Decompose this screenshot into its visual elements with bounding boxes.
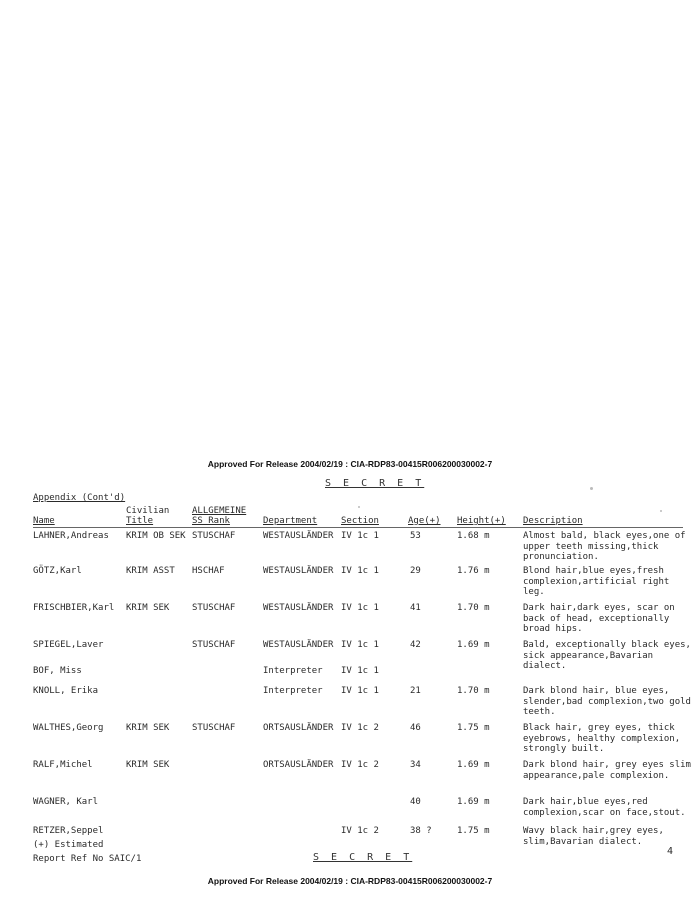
row-name: WAGNER, Karl bbox=[33, 797, 99, 807]
row-rank: STUSCHAF bbox=[192, 640, 236, 650]
row-age: 38 ? bbox=[410, 826, 432, 836]
header-height: Height(+) bbox=[457, 516, 506, 526]
row-name: KNOLL, Erika bbox=[33, 686, 99, 696]
release-banner-top: Approved For Release 2004/02/19 : CIA-RDP83-00415R006200030002-7 bbox=[207, 459, 493, 469]
row-description: Almost bald, black eyes,one of upper teeth missing,thick pronunciation. bbox=[523, 531, 686, 562]
row-title: KRIM ASST bbox=[126, 566, 175, 576]
header-section: Section bbox=[341, 516, 379, 526]
row-title: KRIM SEK bbox=[126, 603, 170, 613]
row-age: 29 bbox=[410, 566, 421, 576]
row-description: Dark hair,blue eyes,red complexion,scar on face,stout. bbox=[523, 797, 686, 818]
row-height: 1.76 m bbox=[457, 566, 490, 576]
row-section: IV 1c 1 bbox=[341, 531, 379, 541]
header-ss-line1: ALLGEMEINE bbox=[192, 506, 247, 516]
row-description: Bald, exceptionally black eyes, sick appearance,Bavarian dialect. bbox=[523, 640, 691, 671]
row-age: 42 bbox=[410, 640, 421, 650]
row-height: 1.70 m bbox=[457, 686, 490, 696]
row-age: 21 bbox=[410, 686, 421, 696]
row-name: WALTHES,Georg bbox=[33, 723, 104, 733]
row-rank: STUSCHAF bbox=[192, 723, 236, 733]
row-section: IV 1c 1 bbox=[341, 666, 379, 676]
row-department: ORTSAUSLÄNDER bbox=[263, 760, 334, 770]
scan-speck bbox=[590, 487, 593, 490]
row-name: LAHNER,Andreas bbox=[33, 531, 109, 541]
header-department: Department bbox=[263, 516, 318, 526]
row-description: Dark blond hair, blue eyes, slender,bad complexion,two gold teeth. bbox=[523, 686, 691, 717]
page-number: 4 bbox=[667, 846, 674, 857]
row-name: GÖTZ,Karl bbox=[33, 566, 82, 576]
row-section: IV 1c 2 bbox=[341, 760, 379, 770]
row-height: 1.69 m bbox=[457, 640, 490, 650]
release-banner-bottom: Approved For Release 2004/02/19 : CIA-RDP83-00415R006200030002-7 bbox=[207, 876, 493, 886]
row-department: WESTAUSLÄNDER bbox=[263, 603, 334, 613]
row-name: RETZER,Seppel bbox=[33, 826, 104, 836]
row-age: 40 bbox=[410, 797, 421, 807]
header-ss-line2: SS Rank bbox=[192, 516, 230, 526]
row-section: IV 1c 1 bbox=[341, 566, 379, 576]
header-age: Age(+) bbox=[408, 516, 441, 526]
row-height: 1.70 m bbox=[457, 603, 490, 613]
header-description: Description bbox=[523, 516, 583, 526]
classification-bottom: S E C R E T bbox=[313, 852, 413, 863]
row-age: 46 bbox=[410, 723, 421, 733]
row-age: 34 bbox=[410, 760, 421, 770]
row-department: ORTSAUSLÄNDER bbox=[263, 723, 334, 733]
appendix-label-text: Appendix (Cont'd) bbox=[33, 493, 126, 503]
row-height: 1.75 m bbox=[457, 826, 490, 836]
classification-top: S E C R E T bbox=[325, 478, 425, 489]
header-civilian-line1: Civilian bbox=[126, 506, 170, 516]
report-reference: Report Ref No SAIC/1 bbox=[33, 854, 142, 864]
row-description: Dark blond hair, grey eyes slim appearance,pale complexion. bbox=[523, 760, 691, 781]
row-department: WESTAUSLÄNDER bbox=[263, 531, 334, 541]
row-department: WESTAUSLÄNDER bbox=[263, 640, 334, 650]
row-department: Interpreter bbox=[263, 666, 323, 676]
row-department: WESTAUSLÄNDER bbox=[263, 566, 334, 576]
row-section: IV 1c 2 bbox=[341, 723, 379, 733]
row-section: IV 1c 1 bbox=[341, 686, 379, 696]
footnote: (+) Estimated bbox=[33, 840, 104, 850]
row-name: RALF,Michel bbox=[33, 760, 93, 770]
scan-speck bbox=[358, 506, 360, 508]
row-section: IV 1c 2 bbox=[341, 826, 379, 836]
row-section: IV 1c 1 bbox=[341, 603, 379, 613]
row-rank: STUSCHAF bbox=[192, 531, 236, 541]
row-age: 41 bbox=[410, 603, 421, 613]
row-description: Black hair, grey eyes, thick eyebrows, healthy complexion, strongly built. bbox=[523, 723, 681, 754]
row-title: KRIM SEK bbox=[126, 760, 170, 770]
appendix-label bbox=[33, 493, 125, 504]
row-height: 1.68 m bbox=[457, 531, 490, 541]
row-title: KRIM OB SEK bbox=[126, 531, 186, 541]
row-section: IV 1c 1 bbox=[341, 640, 379, 650]
row-title: KRIM SEK bbox=[126, 723, 170, 733]
row-description: Wavy black hair,grey eyes, slim,Bavarian dialect. bbox=[523, 826, 664, 847]
header-civilian-line2: Title bbox=[126, 516, 154, 526]
row-height: 1.75 m bbox=[457, 723, 490, 733]
header-rule bbox=[33, 527, 683, 528]
row-rank: HSCHAF bbox=[192, 566, 225, 576]
row-name: FRISCHBIER,Karl bbox=[33, 603, 115, 613]
row-height: 1.69 m bbox=[457, 797, 490, 807]
row-rank: STUSCHAF bbox=[192, 603, 236, 613]
header-name: Name bbox=[33, 516, 55, 526]
scan-speck bbox=[660, 510, 662, 512]
row-description: Dark hair,dark eyes, scar on back of head, exceptionally broad hips. bbox=[523, 603, 675, 634]
row-description: Blond hair,blue eyes,fresh complexion,artificial right leg. bbox=[523, 566, 670, 597]
row-name: BOF, Miss bbox=[33, 666, 82, 676]
row-department: Interpreter bbox=[263, 686, 323, 696]
row-name: SPIEGEL,Laver bbox=[33, 640, 104, 650]
row-height: 1.69 m bbox=[457, 760, 490, 770]
row-age: 53 bbox=[410, 531, 421, 541]
